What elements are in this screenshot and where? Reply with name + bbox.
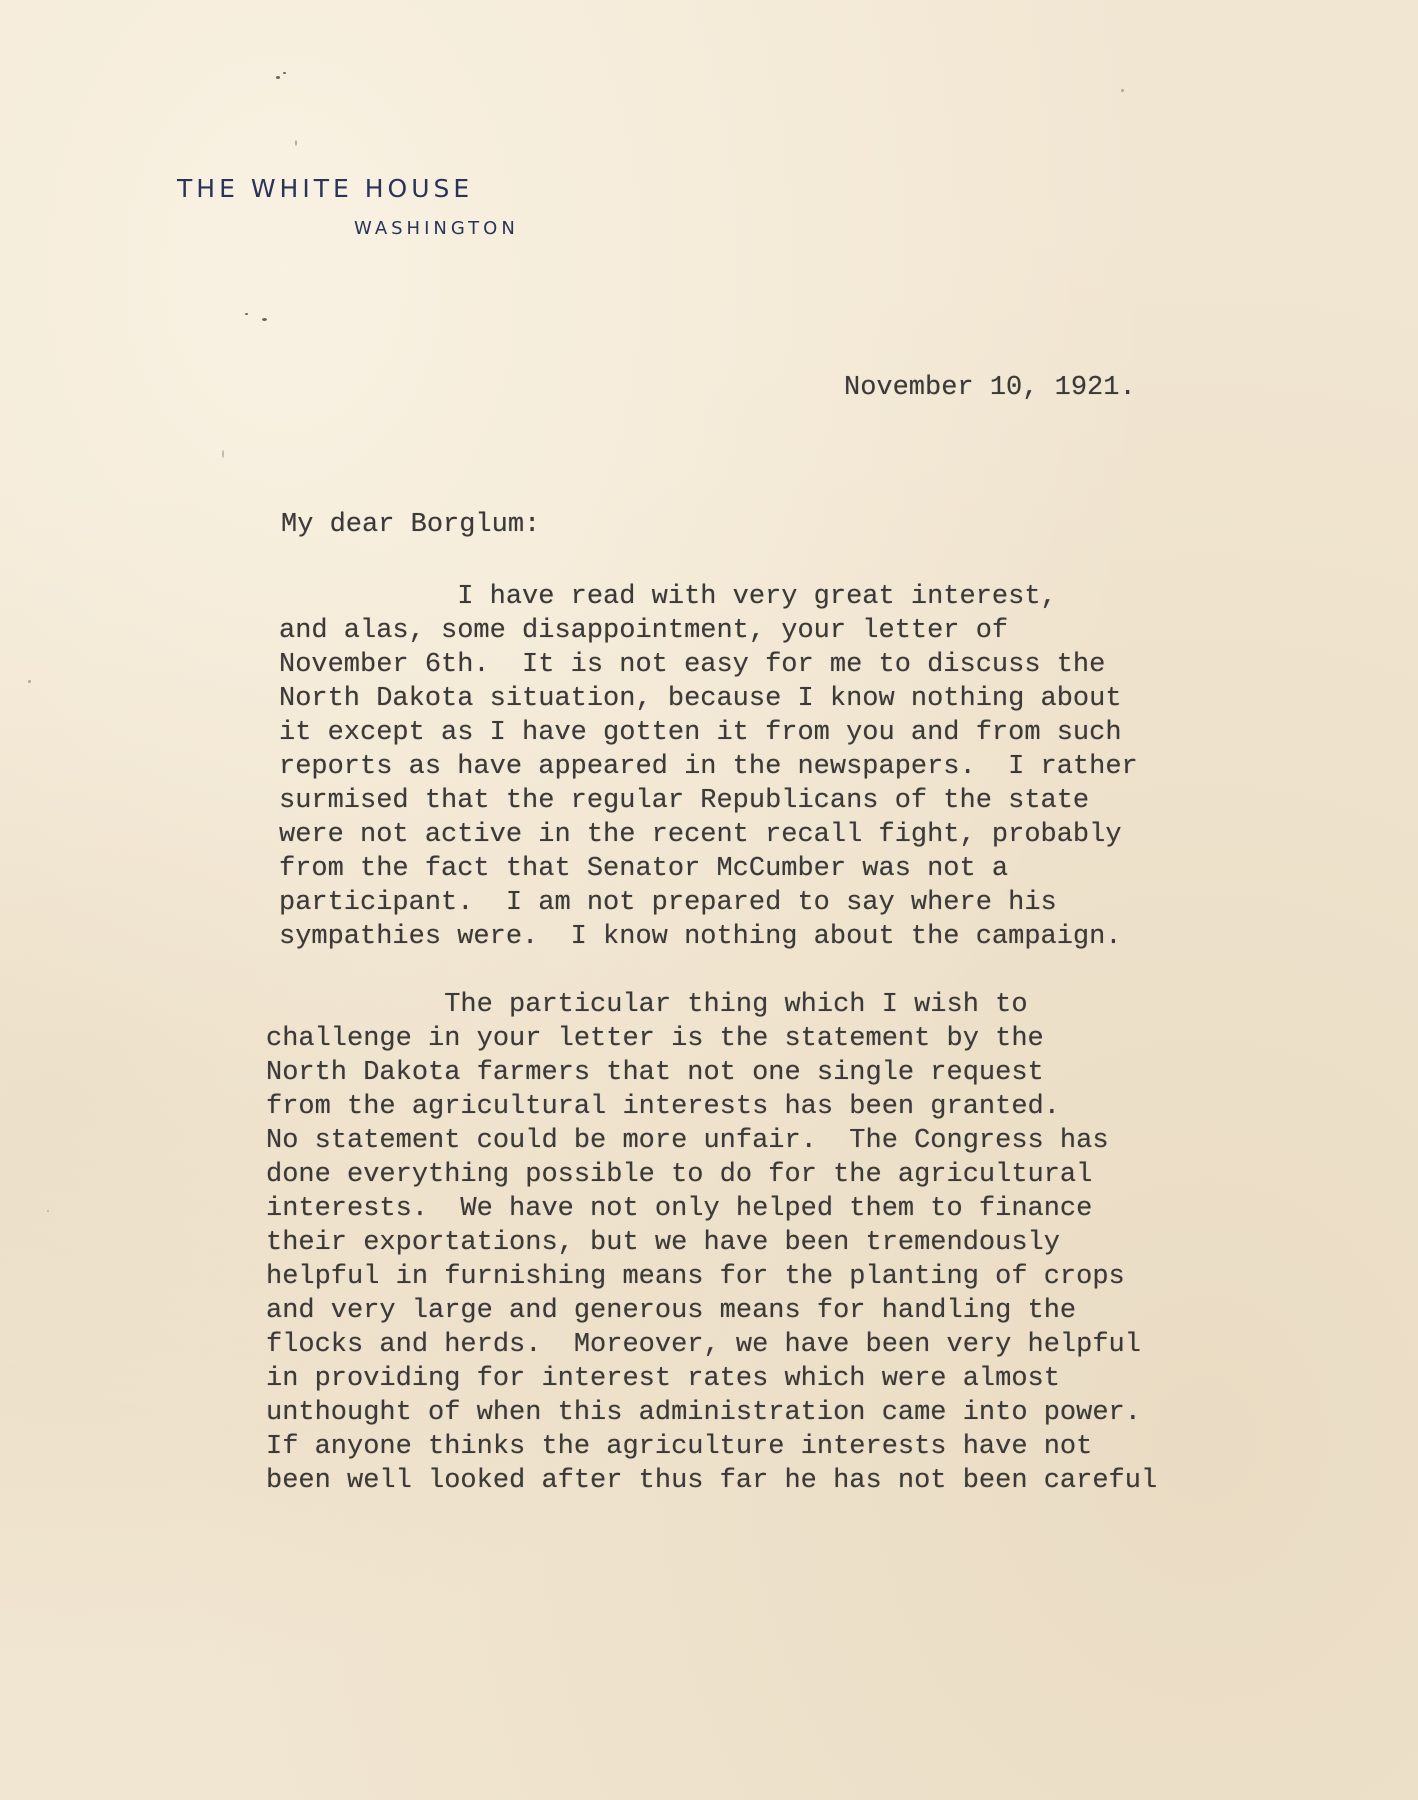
body-line: sympathies were. I know nothing about the campaign. <box>279 922 1122 952</box>
body-line: participant. I am not prepared to say where his <box>279 888 1057 918</box>
body-line: been well looked after thus far he has not been careful <box>266 1466 1158 1496</box>
paper-speck <box>245 313 248 315</box>
paragraph-1 <box>279 580 1138 954</box>
body-line: interests. We have not only helped them to finance <box>266 1194 1093 1224</box>
body-line: it except as I have gotten it from you and from such <box>279 718 1122 748</box>
body-line: No statement could be more unfair. The Congress has <box>266 1126 1109 1156</box>
letter-date: November 10, 1921. <box>844 373 1136 403</box>
paragraph-2 <box>266 988 1157 1498</box>
body-line: November 6th. It is not easy for me to discuss the <box>279 650 1106 680</box>
letterhead-city: WASHINGTON <box>354 218 519 239</box>
body-line: and alas, some disappointment, your letter of <box>279 616 1009 646</box>
body-line: from the agricultural interests has been granted. <box>266 1092 1060 1122</box>
paper-speck <box>47 1210 49 1212</box>
body-line: helpful in furnishing means for the planting of crops <box>266 1262 1125 1292</box>
body-line: flocks and herds. Moreover, we have been very helpful <box>266 1330 1141 1360</box>
body-line: North Dakota farmers that not one single request <box>266 1058 1044 1088</box>
body-line: reports as have appeared in the newspapers. I rather <box>279 752 1138 782</box>
body-line: challenge in your letter is the statement by the <box>266 1024 1044 1054</box>
paper-speck <box>276 76 280 79</box>
body-line: and very large and generous means for handling the <box>266 1296 1077 1326</box>
paper-speck <box>1121 89 1124 92</box>
paper-speck <box>295 140 297 146</box>
body-line: in providing for interest rates which were almost <box>266 1364 1060 1394</box>
body-line: North Dakota situation, because I know nothing about <box>279 684 1122 714</box>
body-line: unthought of when this administration came into power. <box>266 1398 1141 1428</box>
body-line: I have read with very great interest, <box>279 582 1057 612</box>
body-line: surmised that the regular Republicans of the state <box>279 786 1090 816</box>
salutation: My dear Borglum: <box>281 510 541 540</box>
paper-speck <box>262 318 267 321</box>
letterhead-title: THE WHITE HOUSE <box>177 174 474 203</box>
body-line: were not active in the recent recall fight, probably <box>279 820 1122 850</box>
paper-speck <box>283 72 286 74</box>
paper-speck <box>28 680 31 683</box>
body-line: If anyone thinks the agriculture interests have not <box>266 1432 1093 1462</box>
body-line: done everything possible to do for the agricultural <box>266 1160 1093 1190</box>
body-line: The particular thing which I wish to <box>266 990 1028 1020</box>
body-line: their exportations, but we have been tremendously <box>266 1228 1060 1258</box>
body-line: from the fact that Senator McCumber was not a <box>279 854 1009 884</box>
paper-speck <box>222 450 224 458</box>
